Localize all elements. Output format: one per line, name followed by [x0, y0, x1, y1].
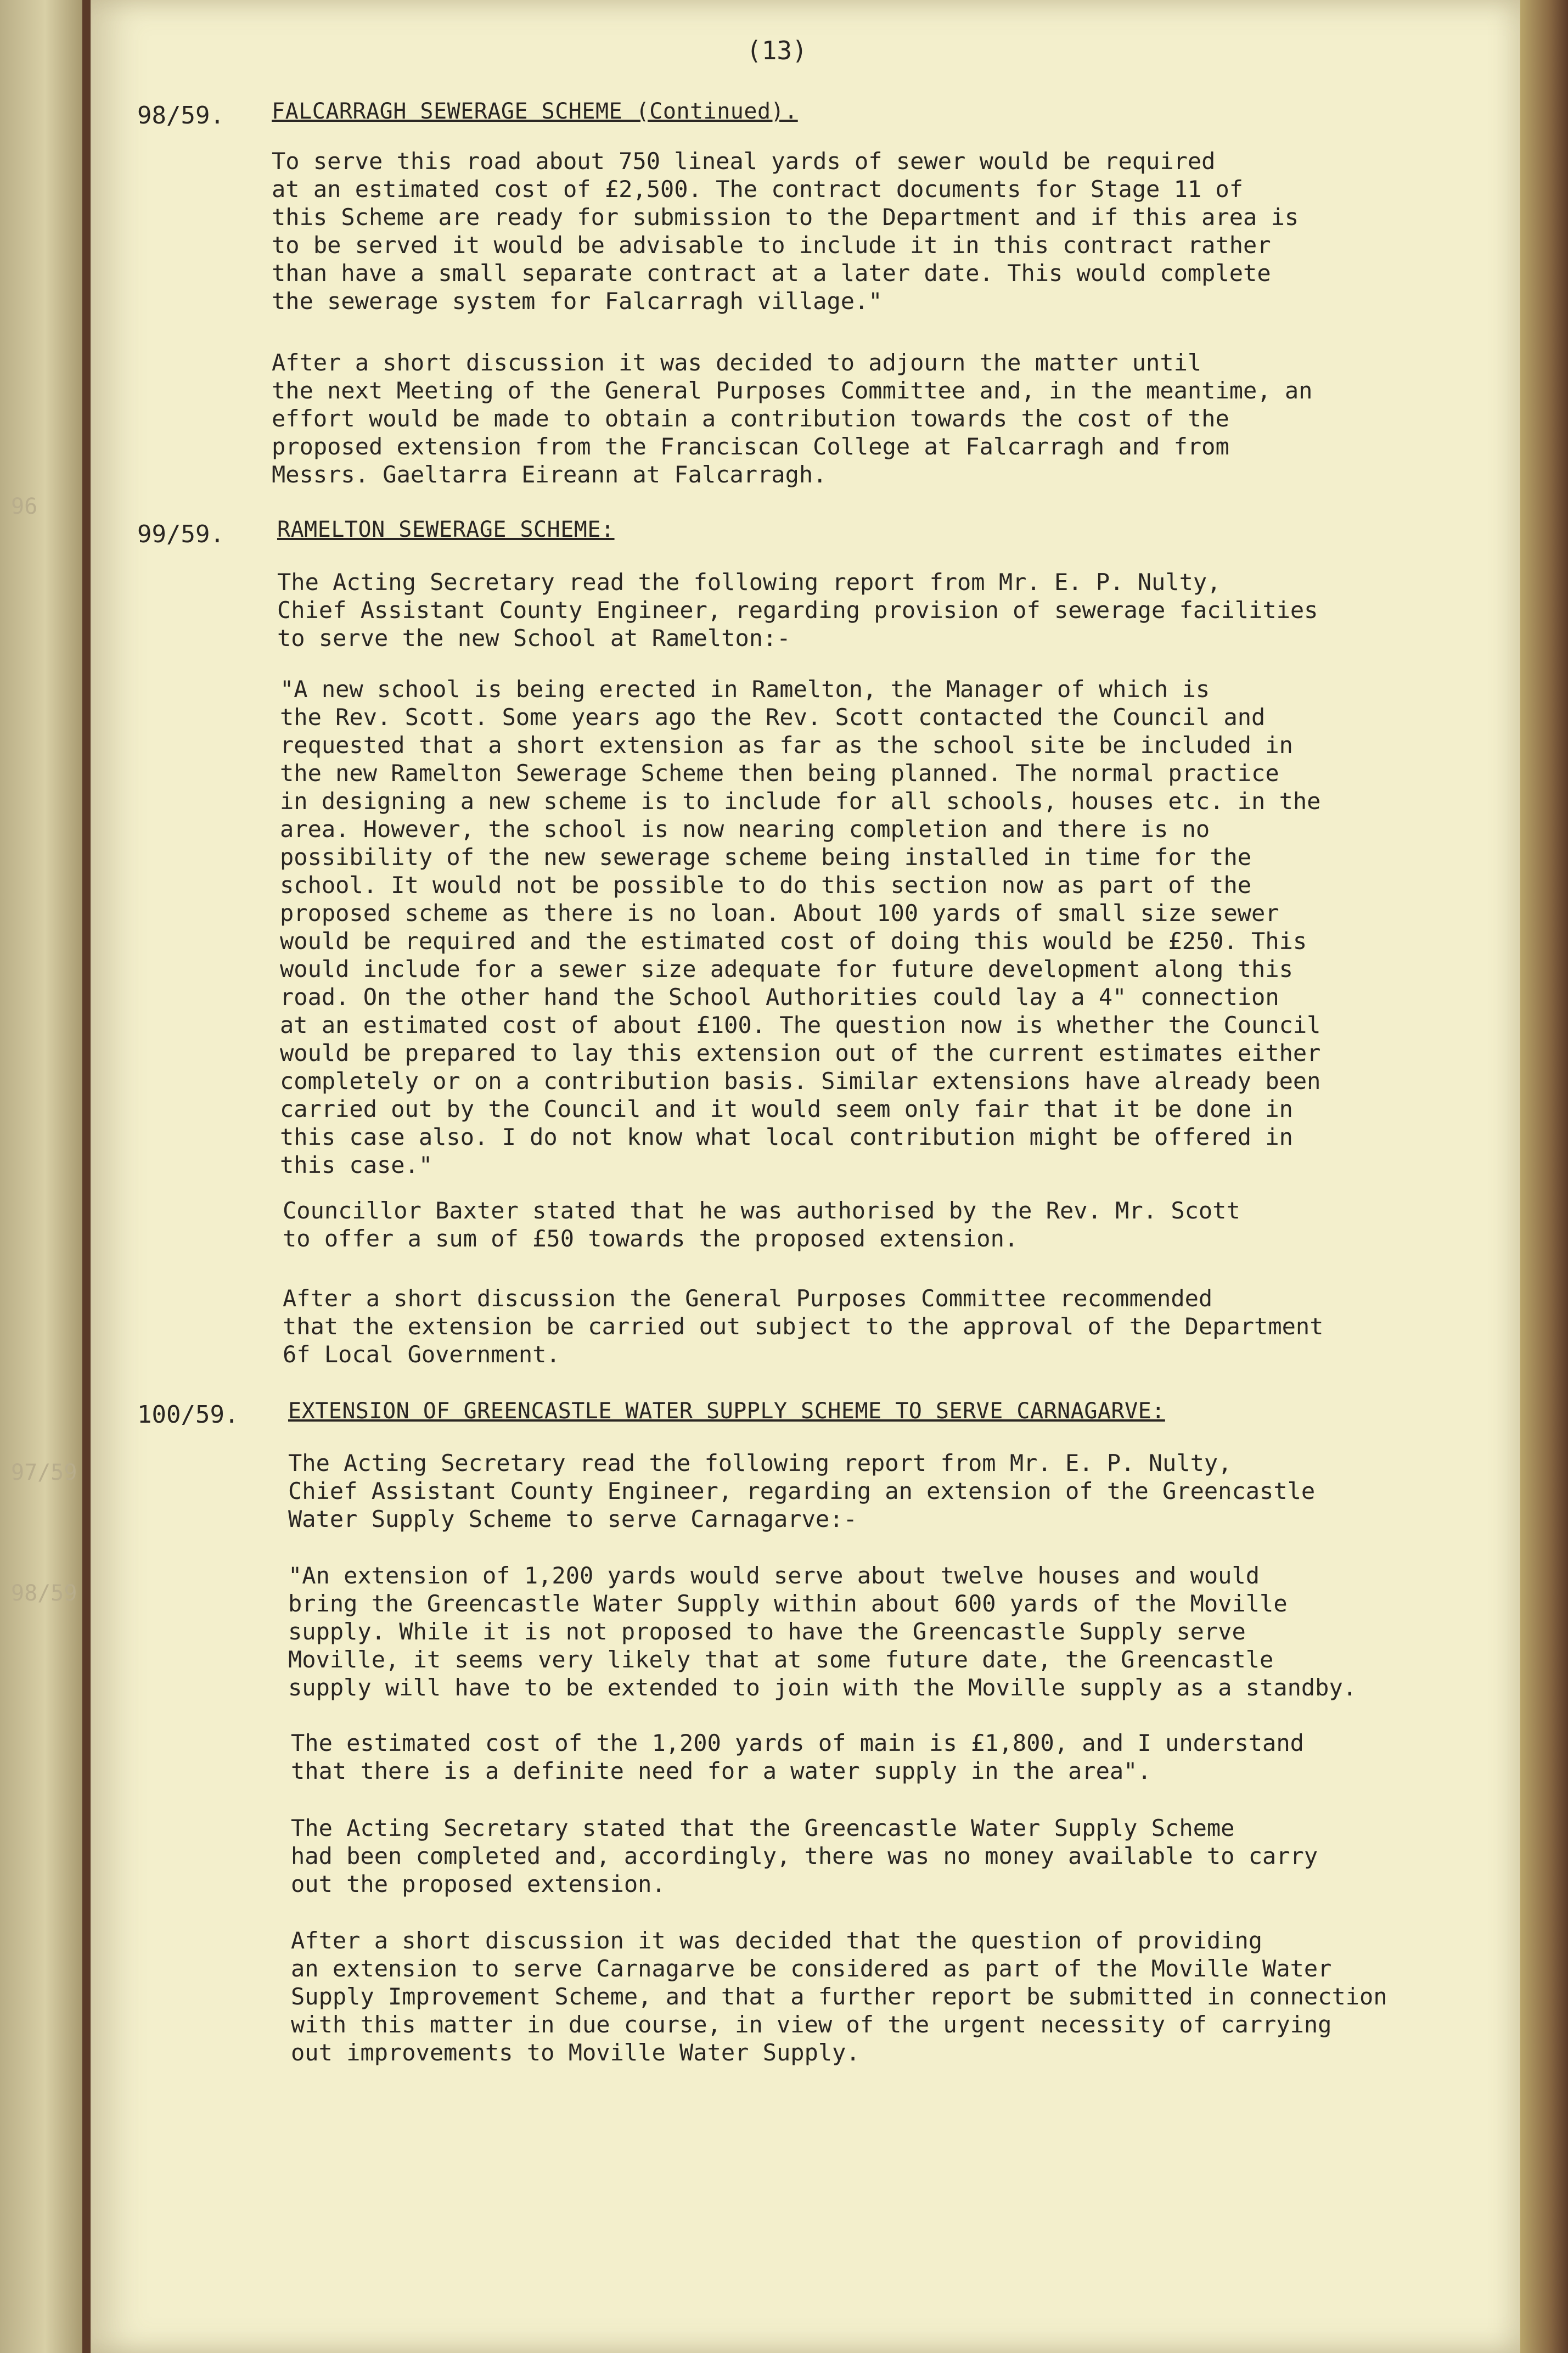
minute-ref: 98/59. [137, 102, 224, 130]
section-heading: FALCARRAGH SEWERAGE SCHEME (Continued). [272, 99, 798, 124]
paragraph: After a short discussion it was decided that the question of providing an extension to serve Carnagarve be considered as part of the Moville Water Supply Improvement Scheme, and that a further report be submitted in connection with this matter in due course, in view of the urgent necessity of carrying out improvements to Moville Water Supply. [291, 1927, 1387, 2066]
binding-edge [1520, 0, 1568, 2353]
margin-note: 97/59 [11, 1460, 77, 1485]
document-page [91, 0, 1520, 2353]
paragraph: The estimated cost of the 1,200 yards of main is £1,800, and I understand that there is a definite need for a water supply in the area". [291, 1729, 1304, 1784]
paragraph: To serve this road about 750 lineal yards of sewer would be required at an estimated cost of £2,500. The contract documents for Stage 11 of this Scheme are ready for submission to the Department and if this area is to be served it would be advisable to include it in this contract rather than have a small separate contract at a later date. This would complete the sewerage system for Falcarragh village." [272, 148, 1299, 315]
page-number: (13) [746, 36, 807, 65]
paragraph: Councillor Baxter stated that he was authorised by the Rev. Mr. Scott to offer a sum of £50 towards the proposed extension. [283, 1197, 1240, 1252]
paragraph: The Acting Secretary read the following report from Mr. E. P. Nulty, Chief Assistant County Engineer, regarding provision of sewerage facilities to serve the new School at Ramelton:- [277, 569, 1318, 652]
minute-ref: 99/59. [137, 520, 224, 548]
margin-note: 98/59 [11, 1581, 77, 1606]
margin-note: 96 [11, 494, 38, 519]
minute-ref: 100/59. [137, 1401, 239, 1429]
paragraph: The Acting Secretary read the following report from Mr. E. P. Nulty, Chief Assistant County Engineer, regarding an extension of the Greencastle Water Supply Scheme to serve Carnagarve:- [288, 1450, 1316, 1532]
quoted-report: "An extension of 1,200 yards would serve about twelve houses and would bring the Greencastle Water Supply within about 600 yards of the Moville supply. While it is not proposed to have the Greencastle Supply serve Moville, it seems very likely that at some future date, the Greencastle supply will have to be extended to join with the Moville supply as a standby. [288, 1562, 1357, 1701]
quoted-report: "A new school is being erected in Ramelton, the Manager of which is the Rev. Scott. Some years ago the Rev. Scott contacted the Council and requested that a short extension as far as the school site be included in the new Ramelton Sewerage Scheme then being planned. The normal practice in designing a new scheme is to include for all schools, houses etc. in the area. However, the school is now nearing completion and there is no possibility of the new sewerage scheme being installed in time for the school. It would not be possible to do this section now as part of the proposed scheme as there is no loan. About 100 yards of small size sewer would be required and the estimated cost of doing this would be £250. This would include for a sewer size adequate for future development along this road. On the other hand the School Authorities could lay a 4" connection at an estimated cost of about £100. The question now is whether the Council would be prepared to lay this extension out of the current estimates either completely or on a contribution basis. Similar extensions have already been carried out by the Council and it would seem only fair that it be done in this case also. I do not know what local contribution might be offered in this case." [280, 676, 1321, 1178]
paragraph: The Acting Secretary stated that the Greencastle Water Supply Scheme had been completed and, accordingly, there was no money available to carry out the proposed extension. [291, 1815, 1318, 1897]
paragraph: After a short discussion the General Purposes Committee recommended that the extension be carried out subject to the approval of the Department 6f Local Government. [283, 1285, 1324, 1368]
section-heading: EXTENSION OF GREENCASTLE WATER SUPPLY SCHEME TO SERVE CARNAGARVE: [288, 1399, 1165, 1424]
paragraph: After a short discussion it was decided to adjourn the matter until the next Meeting of the General Purposes Committee and, in the meantime, an effort would be made to obtain a contribution towards the cost of the proposed extension from the Franciscan College at Falcarragh and from Messrs. Gaeltarra Eireann at Falcarragh. [272, 349, 1313, 488]
section-heading: RAMELTON SEWERAGE SCHEME: [277, 517, 615, 542]
facing-page-edge [0, 0, 82, 2353]
